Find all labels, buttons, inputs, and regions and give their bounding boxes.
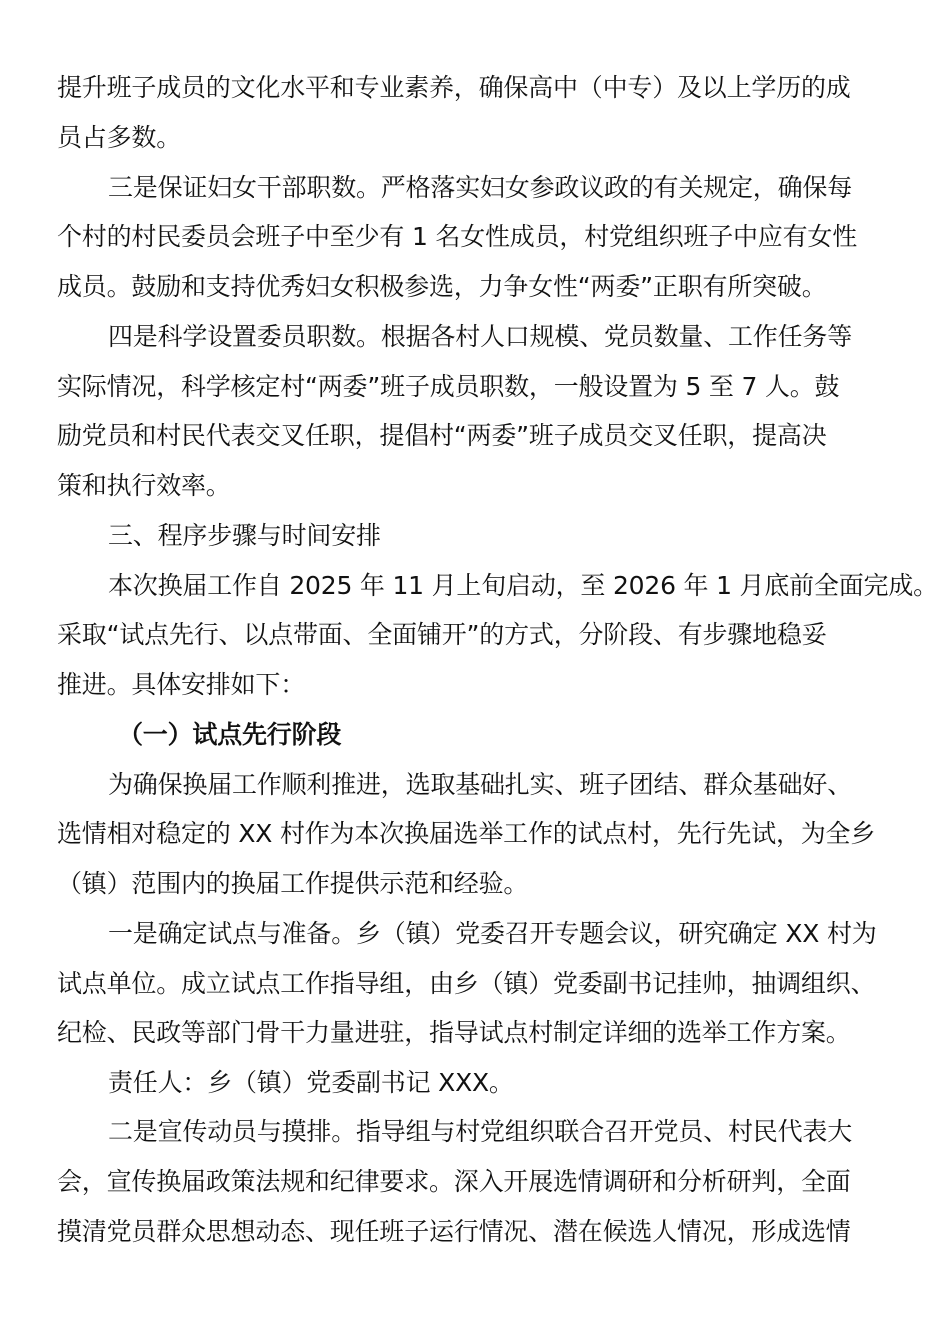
section-heading-procedure-timeline: 三、程序步骤与时间安排 — [108, 521, 381, 550]
body-line: 采取“试点先行、以点带面、全面铺开”的方式，分阶段、有步骤地稳妥 — [57, 620, 827, 649]
paragraph-schedule-overview: 本次换届工作自 2025 年 11 月上旬启动，至 2026 年 1 月底前全面完成。 — [108, 571, 938, 600]
paragraph-committee-size: 四是科学设置委员职数。根据各村人口规模、党员数量、工作任务等 — [108, 322, 853, 351]
body-line: 会，宣传换届政策法规和纪律要求。深入开展选情调研和分析研判，全面 — [57, 1167, 851, 1196]
paragraph-pilot-selection: 为确保换届工作顺利推进，选取基础扎实、班子团结、群众基础好、 — [108, 770, 853, 799]
body-line-education-requirement: 提升班子成员的文化水平和专业素养，确保高中（中专）及以上学历的成 — [57, 73, 851, 102]
paragraph-women-cadres: 三是保证妇女干部职数。严格落实妇女参政议政的有关规定，确保每 — [108, 173, 853, 202]
body-line: 选情相对稳定的 XX 村作为本次换届选举工作的试点村，先行先试，为全乡 — [57, 819, 876, 848]
body-line: 推进。具体安排如下： — [57, 670, 306, 699]
body-line: （镇）范围内的换届工作提供示范和经验。 — [57, 869, 529, 898]
body-line: 个村的村民委员会班子中至少有 1 名女性成员，村党组织班子中应有女性 — [57, 222, 858, 251]
body-line: 策和执行效率。 — [57, 471, 231, 500]
paragraph-mobilization: 二是宣传动员与摸排。指导组与村党组织联合召开党员、村民代表大 — [108, 1117, 853, 1146]
responsible-person-line: 责任人：乡（镇）党委副书记 XXX。 — [108, 1068, 514, 1097]
paragraph-pilot-preparation: 一是确定试点与准备。乡（镇）党委召开专题会议，研究确定 XX 村为 — [108, 919, 877, 948]
body-line: 试点单位。成立试点工作指导组，由乡（镇）党委副书记挂帅，抽调组织、 — [57, 969, 876, 998]
body-line: 励党员和村民代表交叉任职，提倡村“两委”班子成员交叉任职，提高决 — [57, 421, 827, 450]
body-line-education-requirement-end: 员占多数。 — [57, 123, 182, 152]
body-line: 成员。鼓励和支持优秀妇女积极参选，力争女性“两委”正职有所突破。 — [57, 272, 827, 301]
body-line: 实际情况，科学核定村“两委”班子成员职数，一般设置为 5 至 7 人。鼓 — [57, 372, 840, 401]
body-line: 摸清党员群众思想动态、现任班子运行情况、潜在候选人情况，形成选情 — [57, 1217, 851, 1246]
body-line: 纪检、民政等部门骨干力量进驻，指导试点村制定详细的选举工作方案。 — [57, 1018, 851, 1047]
subsection-heading-pilot-stage: （一）试点先行阶段 — [118, 720, 342, 749]
